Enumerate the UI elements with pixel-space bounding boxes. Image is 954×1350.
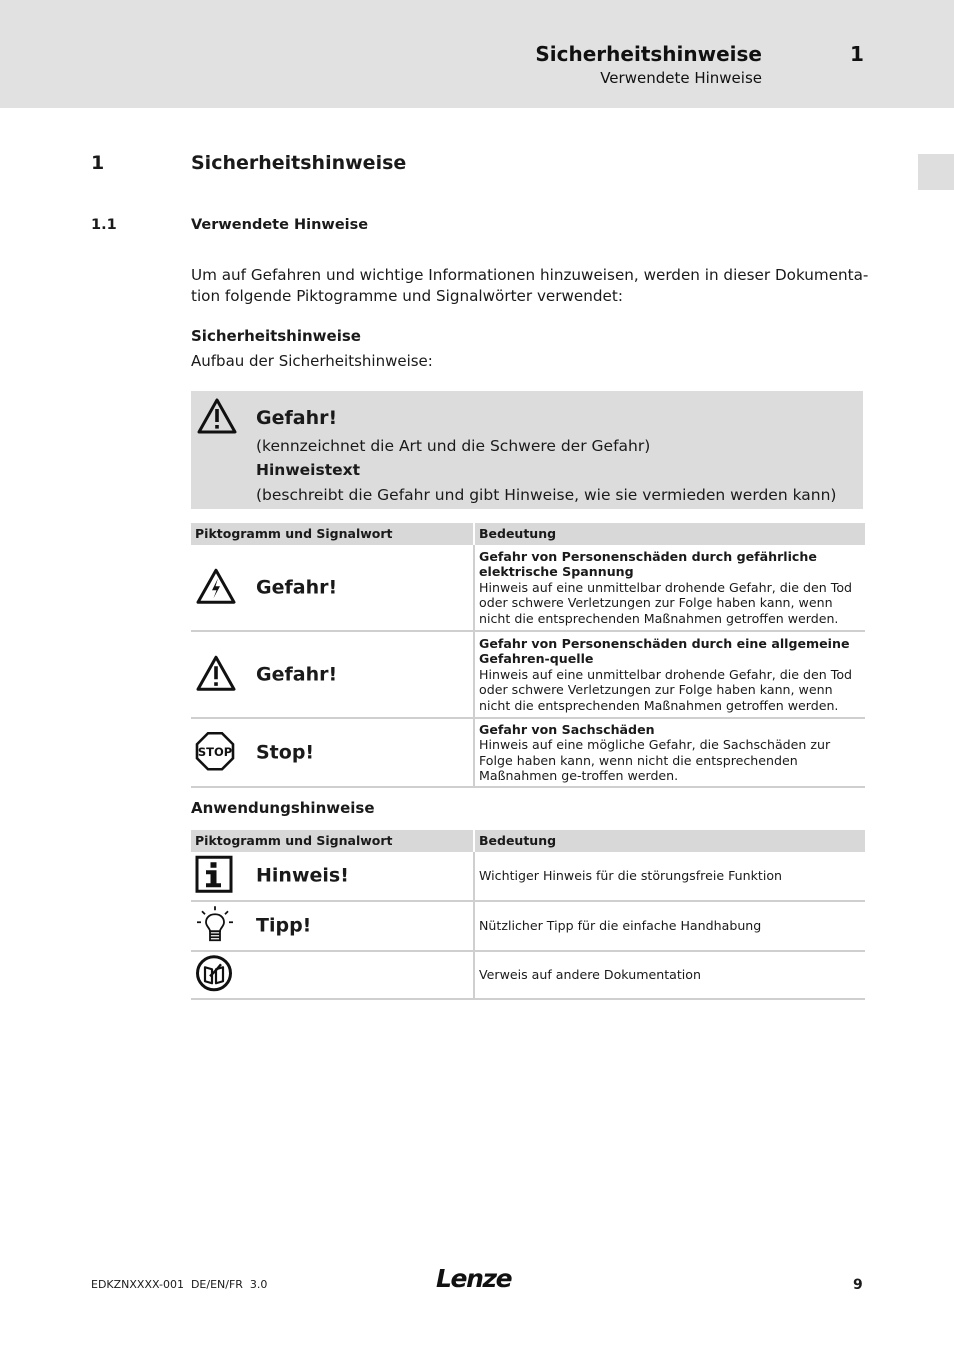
table-header-meaning: Bedeutung bbox=[474, 523, 865, 545]
signal-word: Tipp! bbox=[256, 914, 312, 937]
signal-word: Gefahr! bbox=[256, 575, 338, 598]
header-band bbox=[0, 0, 954, 108]
meaning-title: Gefahr von Personenschäden durch gefährliche elektrische Spannung bbox=[479, 548, 817, 580]
table-header-pictogram: Piktogramm und Signalwort bbox=[191, 523, 474, 545]
header-title: Sicherheitshinweise bbox=[535, 42, 762, 66]
signal-word: Hinweis! bbox=[256, 864, 349, 887]
table-row bbox=[191, 631, 865, 718]
header-chapter-number: 1 bbox=[850, 42, 864, 66]
warning-box-line2: Hinweistext bbox=[256, 461, 361, 479]
warning-box-title: Gefahr! bbox=[256, 407, 338, 429]
page-number: 9 bbox=[853, 1277, 863, 1293]
signal-word: Gefahr! bbox=[256, 662, 338, 685]
warning-box-line3: (beschreibt die Gefahr und gibt Hinweise, wie sie vermieden werden kann) bbox=[256, 486, 837, 504]
table-row bbox=[191, 718, 865, 787]
meaning-text: Hinweis auf eine mögliche Gefahr, die Sachschäden zur Folge haben kann, wenn nicht die entsprechenden Maßnahmen ge-troffen werden. bbox=[479, 737, 831, 783]
lightbulb-icon bbox=[195, 905, 235, 947]
table-row bbox=[191, 951, 865, 999]
section-title: Sicherheitshinweise bbox=[191, 152, 407, 174]
meaning-text: Verweis auf andere Dokumentation bbox=[474, 951, 865, 999]
chapter-tab-marker bbox=[918, 154, 954, 190]
stop-sign-text: STOP bbox=[197, 744, 233, 759]
application-heading: Anwendungshinweise bbox=[191, 799, 375, 817]
stop-sign-icon bbox=[195, 731, 235, 775]
intro-paragraph: Um auf Gefahren und wichtige Informationen hinzuweisen, werden in dieser Dokumenta-tion folgende Piktogramme und Signalwörter verwendet: bbox=[191, 266, 869, 305]
meaning-text: Nützlicher Tipp für die einfache Handhabung bbox=[474, 901, 865, 951]
lenze-logo: Lenze bbox=[436, 1264, 512, 1293]
application-signal-table bbox=[191, 830, 865, 1000]
meaning-text: Hinweis auf eine unmittelbar drohende Gefahr, die den Tod oder schwere Verletzungen zur Folge haben kann, wenn nicht die entsprechenden Maßnahmen getroffen werden. bbox=[479, 666, 853, 713]
electric-hazard-icon bbox=[195, 567, 237, 609]
section-number: 1 bbox=[91, 152, 105, 174]
meaning-title: Gefahr von Personenschäden durch eine allgemeine Gefahren-quelle bbox=[479, 635, 850, 667]
safety-heading: Sicherheitshinweise bbox=[191, 327, 361, 345]
meaning-title: Gefahr von Sachschäden bbox=[479, 721, 655, 737]
subsection-title: Verwendete Hinweise bbox=[191, 217, 369, 233]
table-row bbox=[191, 901, 865, 951]
signal-word: Stop! bbox=[256, 740, 315, 763]
general-hazard-icon bbox=[196, 397, 238, 439]
table-header-meaning: Bedeutung bbox=[474, 830, 865, 852]
subsection-number: 1.1 bbox=[91, 217, 117, 233]
table-row bbox=[191, 852, 865, 901]
footer-doc-id: EDKZNXXXX-001 DE/EN/FR 3.0 bbox=[91, 1278, 268, 1291]
header-subtitle: Verwendete Hinweise bbox=[600, 69, 762, 87]
safety-structure-label: Aufbau der Sicherheitshinweise: bbox=[191, 352, 433, 370]
warning-example-box bbox=[191, 391, 863, 509]
general-hazard-icon bbox=[195, 654, 237, 696]
meaning-text: Hinweis auf eine unmittelbar drohende Gefahr, die den Tod oder schwere Verletzungen zur Folge haben kann, wenn nicht die entsprechenden Maßnahmen getroffen werden. bbox=[479, 579, 853, 626]
table-header-pictogram: Piktogramm und Signalwort bbox=[191, 830, 474, 852]
info-icon bbox=[195, 855, 233, 897]
warning-box-line1: (kennzeichnet die Art und die Schwere der Gefahr) bbox=[256, 437, 651, 455]
safety-signal-table bbox=[191, 523, 865, 788]
meaning-text: Wichtiger Hinweis für die störungsfreie Funktion bbox=[474, 852, 865, 901]
book-reference-icon bbox=[195, 954, 233, 996]
table-row bbox=[191, 545, 865, 631]
